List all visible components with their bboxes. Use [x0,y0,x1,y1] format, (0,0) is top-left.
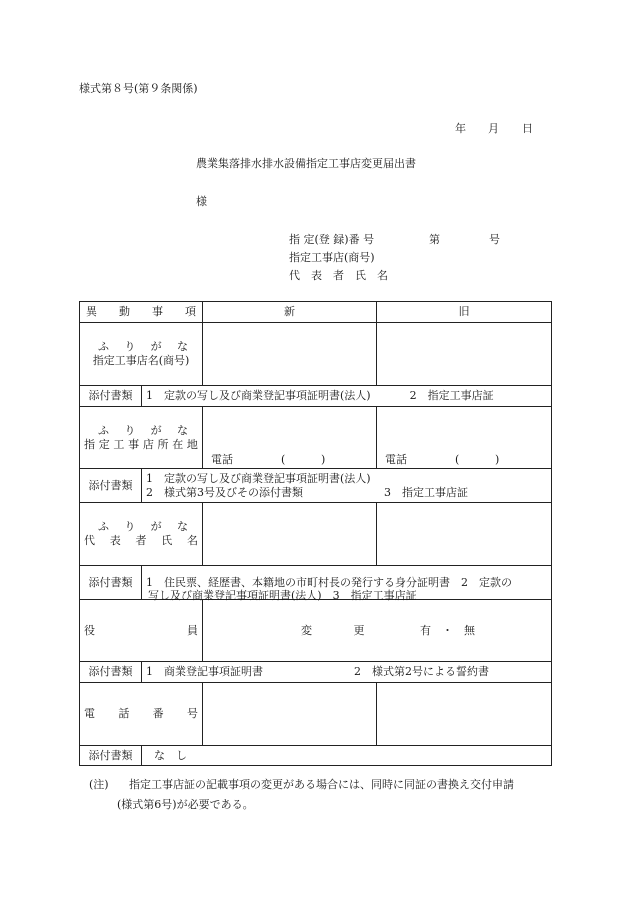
shop-name-row [80,323,552,386]
attach-label: 添付書類 [80,746,142,766]
officers-label-cell: 役 員 [80,600,203,662]
date-day: 日 [522,122,533,135]
attach-row-5 [80,746,552,766]
attach-label: 添付書類 [80,469,142,503]
attach-none: な し [142,746,552,766]
form-number: 様式第８号(第９条関係) [79,82,198,95]
table-header-row [80,302,552,323]
representative-row [80,503,552,566]
shop-name-label: 指定工事店(商号) [289,251,375,264]
phone-new[interactable] [203,683,377,746]
address-label: 指 定 工 事 店 所 在 地 [84,437,198,451]
phone-row [80,683,552,746]
header-item-cell: 異 動 事 項 [80,302,203,323]
registration-go: 号 [489,233,500,246]
page-title: 農業集落排水排水設備指定工事店変更届出書 [196,157,416,170]
attach-label: 添付書類 [80,386,142,407]
attach3-line2: 写し及び商業登記事項証明書(法人) 3 指定工事店証 [148,589,417,602]
header-old-cell: 旧 [377,302,552,323]
address-row [80,407,552,469]
attach-docs: 1 定款の写し及び商業登記事項証明書(法人) 2 指定工事店証 [142,386,552,407]
header-new-cell: 新 [203,302,377,323]
representative-old[interactable] [377,503,552,566]
address-label-cell: ふ り が な 指 定 工 事 店 所 在 地 [80,407,203,469]
phone-label-cell: 電 話 番 号 [80,683,203,746]
attach-docs: 1 定款の写し及び商業登記事項証明書(法人) 2 様式第3号及びその添付書類 3 指定工事店証 [142,469,552,503]
attach-docs: 1 商業登記事項証明書 2 様式第2号による誓約書 [142,662,552,683]
officers-yes-no[interactable]: 有 ・ 無 [420,623,475,637]
addressee-suffix: 様 [196,195,207,208]
attach-row-4 [80,662,552,683]
attach-label: 添付書類 [80,662,142,683]
note-line1: 指定工事店証の記載事項の変更がある場合には、同時に同証の書換え交付申請 [129,778,514,791]
officers-row [80,600,552,662]
representative-label: 代 表 者 氏 名 [289,269,388,282]
note-prefix: (注) [89,778,109,791]
representative-label: 代 表 者 氏 名 [84,534,198,547]
shop-name-new[interactable] [203,323,377,386]
note-line2: (様式第6号)が必要である。 [117,798,254,811]
registration-dai: 第 [429,233,440,246]
attach-row-2 [80,469,552,503]
attach-label: 添付書類 [80,566,142,600]
registration-number-label: 指 定(登 録)番 号 [289,233,375,246]
representative-new[interactable] [203,503,377,566]
address-new[interactable]: 電話 ( ) [203,407,377,469]
change-table [79,301,552,766]
officers-change-cell: 変 更 有 ・ 無 [203,600,552,662]
shop-name-old[interactable] [377,323,552,386]
attach-docs: 1 住民票、経歴書、本籍地の市町村長の発行する身分証明書 2 定款の [142,566,552,600]
representative-label-cell: ふ り が な 代 表 者 氏 名 [80,503,203,566]
date-year: 年 [455,122,466,135]
phone-old[interactable] [377,683,552,746]
shop-name-label: 指定工事店名(商号) [92,354,190,367]
shop-name-label-cell: ふ り が な 指定工事店名(商号) [80,323,203,386]
attach-row-1 [80,386,552,407]
address-old[interactable]: 電話 ( ) [377,407,552,469]
date-month: 月 [488,122,499,135]
